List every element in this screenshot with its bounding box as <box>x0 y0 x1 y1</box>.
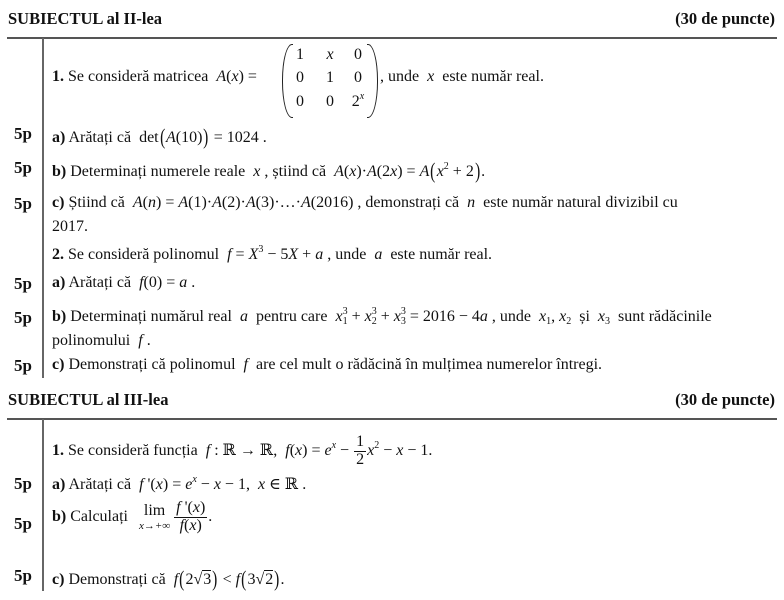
points-badge: 5p <box>14 308 32 327</box>
section-2-margin-rule <box>42 38 44 378</box>
item-3-1-b: b) Calculați lim x→+∞ $\frac{f '(x)}{f(x)}$ . <box>52 499 213 534</box>
points-badge: 5p <box>14 356 32 375</box>
section-3-divider <box>7 418 777 420</box>
matrix-cell: 1 <box>326 69 334 86</box>
section-3-points: (30 de puncte) <box>675 390 775 409</box>
fraction-one-half: $\frac{1}{2}$ <box>356 433 365 468</box>
problem-2-2-statement: 2. Se consideră polinomul $f = X^3 - 5X + a$ , unde a este număr real. <box>52 244 493 263</box>
points-badge: 5p <box>14 474 32 493</box>
item-3-1-a: a) Arătați că f '$(x) = e^x - x - 1$, x ∈ ℝ . <box>52 474 307 493</box>
points-badge: 5p <box>14 566 32 585</box>
matrix-cell: x <box>326 46 334 63</box>
item-2-2-b-continuation: polinomului f . <box>52 332 151 349</box>
section-2-divider <box>7 37 777 39</box>
section-2-title: SUBIECTUL al II-lea <box>8 9 163 28</box>
matrix-A <box>282 44 378 116</box>
item-2-1-b: b) Determinați numerele reale x , știind că $A(x)\cdot A(2x) = A(x^2 + 2)$. <box>52 158 486 183</box>
matrix-cell: 0 <box>296 69 304 86</box>
limit-expression: lim x→+∞ <box>139 502 171 533</box>
points-badge: 5p <box>14 158 32 177</box>
item-2-2-b: b) Determinați numărul real a pentru care $x_1^3 + x_2^3 + x_3^3 = 2016 - 4a$ , unde $x_1$, $x_2$ și $x_3$ sunt rădăcinile <box>52 306 712 327</box>
points-badge: 5p <box>14 274 32 293</box>
item-2-1-a: a) Arătați că det(A(10)) = 1024 . <box>52 124 267 149</box>
item-2-1-c: c) Știind că A(n) = A(1)·A(2)·A(3)·…·A(2016) , demonstrați că n este număr natural divizibil cu <box>52 194 678 211</box>
points-badge: 5p <box>14 124 32 143</box>
item-2-2-a: a) Arătați că f(0) = a . <box>52 274 196 291</box>
matrix-cell: 2$^x$ <box>351 91 365 110</box>
matrix-cell: 1 <box>296 46 304 63</box>
fraction-derivative-ratio: $\frac{f '(x)}{f(x)}$ <box>176 499 206 534</box>
problem-3-1-statement: 1. Se consideră funcția f : ℝ → ℝ, $f(x) = e^x$ − $\frac{1}{2}$ $x^2 - x - 1$. <box>52 433 433 468</box>
item-2-2-c: c) Demonstrați că polinomul f are cel mult o rădăcină în mulțimea numerelor întregi. <box>52 356 603 373</box>
matrix-cell: 0 <box>354 46 362 63</box>
points-badge: 5p <box>14 514 32 533</box>
matrix-cell: 0 <box>354 69 362 86</box>
matrix-cell: 0 <box>296 93 304 110</box>
item-3-1-c: c) Demonstrați că f(2√3) < f(3√2). <box>52 566 285 591</box>
points-badge: 5p <box>14 194 32 213</box>
section-2-points: (30 de puncte) <box>675 9 775 28</box>
section-3-title: SUBIECTUL al III-lea <box>8 390 169 409</box>
matrix-cell: 0 <box>326 93 334 110</box>
item-2-1-c-continuation: 2017. <box>52 218 88 235</box>
problem-2-1-statement: 1. Se consideră matricea A(x) = <box>52 68 257 85</box>
problem-2-1-outro: , unde x este număr real. <box>380 68 544 85</box>
section-3-margin-rule <box>42 419 44 591</box>
